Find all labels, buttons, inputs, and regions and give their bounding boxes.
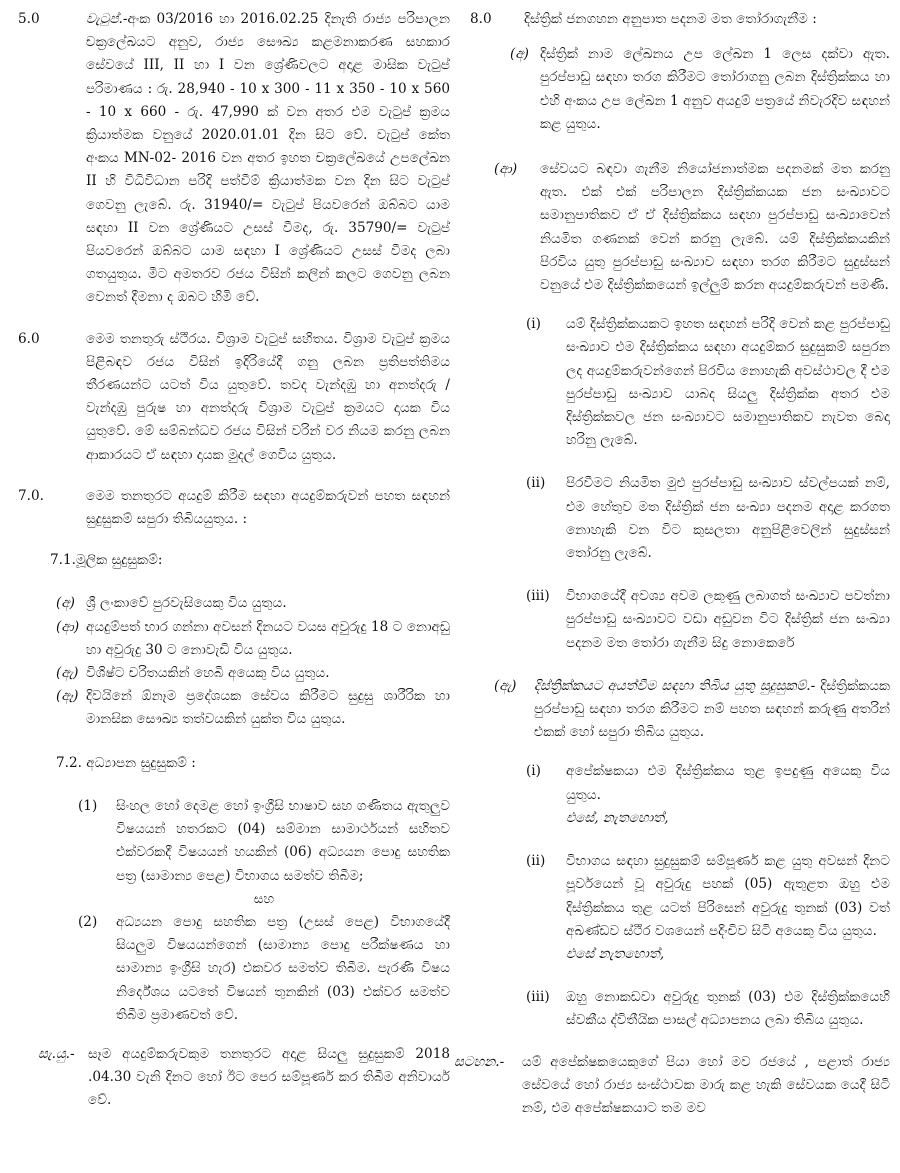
subsection-7-1-list <box>56 592 450 731</box>
list-item: (iii) විභාගයේදී අවශ්‍ය අවම ලකුණු ලබාගත් සංඛ්‍යාව පවත්නා පුරප්පාඩු සංඛ්‍යාවට වඩා අඩුවන විට දිස්ත්‍රික් ජන සංඛ්‍යා පදනම මත තෝරා ගැනීම සිදු නොකෙරේ <box>526 588 890 651</box>
section-8 <box>470 8 890 31</box>
list-item: (i) අපේක්ෂකයා එම දිස්ත්‍රික්කය තුළ ඉපදුණු අයෙකු විය යුතුය. එසේ, නැතහොත්, <box>526 763 890 826</box>
section-body: මෙම තනතුරට අයදුම් කිරීම සඳහා අයදුම්කරුවන් පහත සඳහන් සුදුසුකම් සපුරා තිබියයුතුය. : <box>86 487 450 528</box>
item-ae-sublist <box>526 760 890 1032</box>
section-title: දිස්ත්‍රික් ජනගහන අනුපාත පදනම මත තෝරාගැනීම : <box>524 11 817 27</box>
list-item: (ආ) අයදුම්පත් භාර ගන්නා අවසන් දිනයට වයස අවුරුදු 18 ට නොඅඩු හා අවුරුදු 30 ට නොවැඩි විය යුතුය. <box>56 618 450 658</box>
note-label: සැ.යු.- <box>38 1045 75 1062</box>
list-item: (ii) විභාගය සඳහා සුදුසුකම් සම්පූර්ණ කළ යුතු අවසන් දිනට පූර්වයෙන් වූ අවුරුදු පහක් (05) ඇතුළත ඔහු එම දිස්ත්‍රික්කය තුළ යටත් පිරිසෙන් අවුරුදු තුනක් (03) වත් අඛණ්ඩව ස්ථිර වශයෙන් පදිංචිව සිටි අයෙකු විය යුතුය. එසේ නැතහොත්, <box>526 853 890 962</box>
item-ae: (ඇ) දිස්ත්‍රික්කයට අයත්වීම සඳහා තිබිය යුතු සුදුසුකම්.- දිස්ත්‍රික්කයක පුරප්පාඩු සඳහා තරග කිරීමට නම් පහත සඳහන් කරුණු අතරින් එකක් හෝ සපුරා තිබිය යුතුය. <box>494 677 890 741</box>
attention-label: සටහන.- <box>454 1053 505 1070</box>
attention-text: යම් අපේක්ෂකයෙකුගේ පියා හෝ මව රජයේ , පළාත් රාජ්‍ය සේවයේ හෝ රාජ්‍ය සංස්ථාවක මාරු කළ හැකි සේවයක යෙදී සිටි නම්, එම අපේක්ෂකයාට තම මව <box>522 1053 890 1116</box>
list-item: (ii) පිරවීමට නියමිත මුළු පුරප්පාඩු සංඛ්‍යාව ස්වල්පයක් නම්, එම හේතුව මත දිස්ත්‍රික් ජන සංඛ්‍යා පදනම අදාළ කරගත නොහැකි වන විට කුසලතා අනුපිළිවෙලින් සුදුස්සන් තෝරනු ලැබේ. <box>526 475 890 562</box>
list-item: (ඇ) විශිෂ්ට චරිතයකින් හෙබි අයෙකු විය යුතුය. <box>56 665 330 682</box>
section-body: මෙම තනතුරු ස්ථිරය. විශ්‍රාම වැටුප් සහිතය. විශ්‍රාම වැටුප් ක්‍රමය පිළිබඳව රජය විසින් ඉදිරියේදී ගනු ලබන ප්‍රතිපත්තිමය තීරණයන්ට යටත් විය යුතුවේ. තවද වැන්දඹු හා අනත්දරු / වැන්දඹු පුරුෂ හා අනත්දරු විශ්‍රාම වැටුප් ක්‍රමයට දායක විය යුතුවේ. මේ සම්බන්ධව රජය විසින් වරින් වර නියම කරනු ලබන ආකාරයට ඒ සඳහා දායක මුදල් ගෙවිය යුතුය. <box>86 330 450 463</box>
section-number: 8.0 <box>470 11 492 27</box>
subsection-7-1-title: 7.1.මූලික සුදුසුකම්: <box>50 552 163 569</box>
list-item: (ඈ) දිවයිනේ ඕනෑම ප්‍රදේශයක සේවය කිරීමට සුදුසු ශාරීරික හා මානසික සෞඛ්‍ය තත්වයකින් යුක්ත විය යුතුය. <box>56 688 450 728</box>
item-aa-sublist <box>526 313 890 655</box>
section-number: 7.0. <box>18 487 44 504</box>
section-7 <box>18 485 450 531</box>
section-number: 6.0 <box>18 330 40 347</box>
item-a: (අ) දිස්ත්‍රික් නාම ලේඛනය උප ලේඛන 1 ලෙස දක්වා ඇත. පුරප්පාඩු සඳහා තරග කිරීමට තෝරාගනු ලබන දිස්ත්‍රික්කය හා එහි අංකය උප ලේඛන 1 අනුව අයදුම් පත්‍රයේ නිවැරදිව සඳහන් කළ යුතුය. <box>510 46 890 132</box>
list-item: (2) අධ්‍යයන පොදු සහතික පත්‍ර (උසස් පෙළ) විභාගයේදී සියලුම විෂයයන්ගෙන් (සාමාන්‍ය පොදු පරීක්ෂණය හා සාමාන්‍ය ඉංග්‍රීසි හැර) එකවර සමත්ව තිබීම. පැරණි විෂය නිර්දේශය යටතේ විෂයන් තුනකින් (03) එක්වර සමත්ව තිබීම ප්‍රමාණවත් වේ. <box>78 913 450 1023</box>
note <box>38 1043 450 1113</box>
list-item: (i) යම් දිස්ත්‍රික්කයකට ඉහත සඳහන් පරිදි වෙන් කළ පුරප්පාඩු සංඛ්‍යාව එම දිස්ත්‍රික්කය සඳහා අයදුම්කර සුදුසුකම් සපුරන ලද අයදුම්කරුවන්ගෙන් පිරවිය නොහැකි අවස්ථාවල දී එම පුරප්පාඩු සංඛ්‍යාව යාබද සියලු දිස්ත්‍රික්ක අතර එම දිස්ත්‍රික්කවල ජන සංඛ්‍යාවට සමානුපාතිකව නැවත බෙදා හරිනු ලැබේ. <box>526 316 890 449</box>
note-text: සෑම අයදුම්කරුවකුම තනතුරට අදාළ සියලු සුදුසුකම් 2018 .04.30 වැනි දිනට හෝ ඊට පෙර සම්පූර්ණ කර තිබීම අනිවාර්ය වේ. <box>88 1045 450 1109</box>
section-body: අංක 03/2016 හා 2016.02.25 දිනැති රාජ්‍ය පරිපාලන චක්‍රලේඛයට අනුව, රාජ්‍ය සෞඛ්‍ය කළමනාකරණ සහකාර සේවයේ III, II හා I වන ශ්‍රේණිවලට අදාළ මාසික වැටුප් පරිමාණය : රු. 28,940 - 10 x 300 - 11 x 350 - 10 x 560 - 10 x 660 - රු. 47,990 ක් වන අතර එම වැටුප් ක්‍රමය ක්‍රියාත්මක වනුයේ 2020.01.01 දින සිට වේ. වැටුප් කේත අංකය MN-02- 2016 වන අතර ඉහත චක්‍රලේඛයේ උපලේඛන II හි විධිවිධාන පරිදි පත්වීම් ක්‍රියාත්මක වන දින සිට වැටුප් ගෙවනු ලැබේ. රු. 31940/= වැටුප් පියවරෙන් ඔබ්බට යාම සඳහා II වන ශ්‍රේණියට උසස් වීමද, රු. 35790/= වැටුප් පියවරෙන් ඔබ්බට යාම සඳහා I ශ්‍රේණියට උසස් වීමද ලබා ගතයුතුය. මීට අමතරව රජය විසින් කලින් කලට ගෙවනු ලබන වෙනත් දීමනා ද ඔබට හිමි වේ. <box>86 11 450 306</box>
attention-note <box>454 1051 890 1121</box>
subsection-7-2-title: 7.2. අධ්‍යාපන සුදුසුකම් : <box>56 754 196 771</box>
conjunction: සහ <box>253 890 275 907</box>
list-item: (1) සිංහල හෝ දෙමළ හෝ ඉංග්‍රීසි භාෂාව සහ ගණිතය ඇතුලුව විෂයයන් හතරකට (04) සම්මාන සාමාර්ථයන් සහිතව එක්වරකදී විෂයයන් හයකින් (06) අධ්‍යයන පොදු සහතික පත්‍ර (සාමාන්‍ය පෙළ) විභාගය සමත්ව තිබීම; <box>78 797 450 884</box>
item-aa: (ආ) සේවයට බඳවා ගැනීම නියෝජනාත්මක පදනමක් මත කරනු ඇත. එක් එක් පරිපාලන දිස්ත්‍රික්කයක ජන සංඛ්‍යාවට සමානුපාතිකව ඒ ඒ දිස්ත්‍රික්කය සඳහා පුරප්පාඩු සංඛ්‍යාවෙන් නියමිත ගණනක් වෙන් කරනු ලැබේ. යම් දිස්ත්‍රික්කයකින් පිරවිය යුතු පුරප්පාඩු සංඛ්‍යාව සඳහා තරග කිරීමට සුදුස්සන් වනුයේ එම දිස්ත්‍රික්කයෙන් ඉල්ලුම් කරන අයදුම්කරුවන් පමණි. <box>494 161 890 294</box>
list-item: (iii) ඔහු නොකඩවා අවුරුදු තුනක් (03) එම දිස්ත්‍රික්කයෙහි ස්වකීය ද්විතීයික පාසල් අධ්‍යාපනය ලබා තිබිය යුතුය. <box>526 989 890 1029</box>
right-column <box>454 8 890 1120</box>
subsection-7-2-list <box>78 795 450 1027</box>
list-item: (අ) ශ්‍රී ලංකාවේ පුරවැසියෙකු විය යුතුය. <box>56 595 287 612</box>
section-number: 5.0 <box>18 11 40 27</box>
section-5 <box>18 8 450 310</box>
section-6 <box>18 328 450 467</box>
left-column <box>18 8 450 1113</box>
section-heading: වැටුප්.- <box>86 11 128 27</box>
